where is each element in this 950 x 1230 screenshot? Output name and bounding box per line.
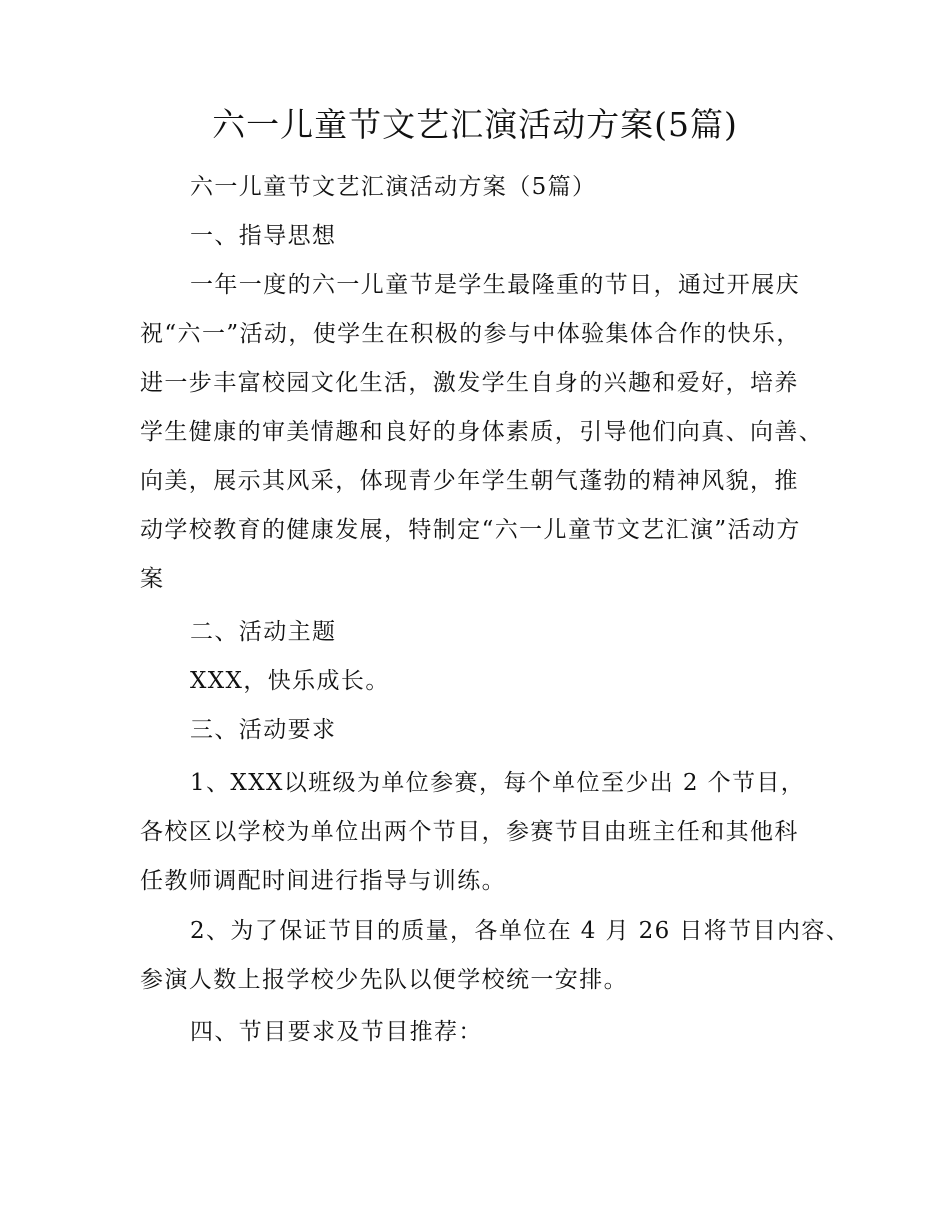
section-heading-2: 二、活动主题 <box>190 619 337 645</box>
paragraph-line: 祝“六一”活动，使学生在积极的参与中体验集体合作的快乐， <box>140 321 801 347</box>
subtitle: 六一儿童节文艺汇演活动方案（5篇） <box>190 174 597 200</box>
section-heading-4: 四、节目要求及节目推荐： <box>190 1019 483 1045</box>
paragraph-line: 参演人数上报学校少先队以便学校统一安排。 <box>140 967 628 993</box>
paragraph-line: 一年一度的六一儿童节是学生最隆重的节日，通过开展庆 <box>190 272 800 298</box>
section-heading-3: 三、活动要求 <box>190 717 337 743</box>
paragraph-line: 动学校教育的健康发展，特制定“六一儿童节文艺汇演”活动方 <box>140 517 801 543</box>
paragraph-line: 向美，展示其风采，体现青少年学生朝气蓬勃的精神风貌，推 <box>140 468 799 494</box>
paragraph-line: 任教师调配时间进行指导与训练。 <box>140 868 506 894</box>
paragraph-line: 各校区以学校为单位出两个节目，参赛节目由班主任和其他科 <box>140 819 799 845</box>
theme-text: XXX，快乐成长。 <box>190 668 390 694</box>
paragraph-line: 案 <box>140 566 165 592</box>
paragraph-line: 进一步丰富校园文化生活，激发学生自身的兴趣和爱好，培养 <box>140 370 799 396</box>
section-heading-1: 一、指导思想 <box>190 223 337 249</box>
paragraph-line: 2、为了保证节目的质量，各单位在 4 月 26 日将节目内容、 <box>190 918 851 944</box>
paragraph-line: 学生健康的审美情趣和良好的身体素质，引导他们向真、向善、 <box>140 419 824 445</box>
document-title: 六一儿童节文艺汇演活动方案(5篇) <box>212 105 738 144</box>
paragraph-line: 1、XXX以班级为单位参赛，每个单位至少出 2 个节目， <box>190 770 806 796</box>
